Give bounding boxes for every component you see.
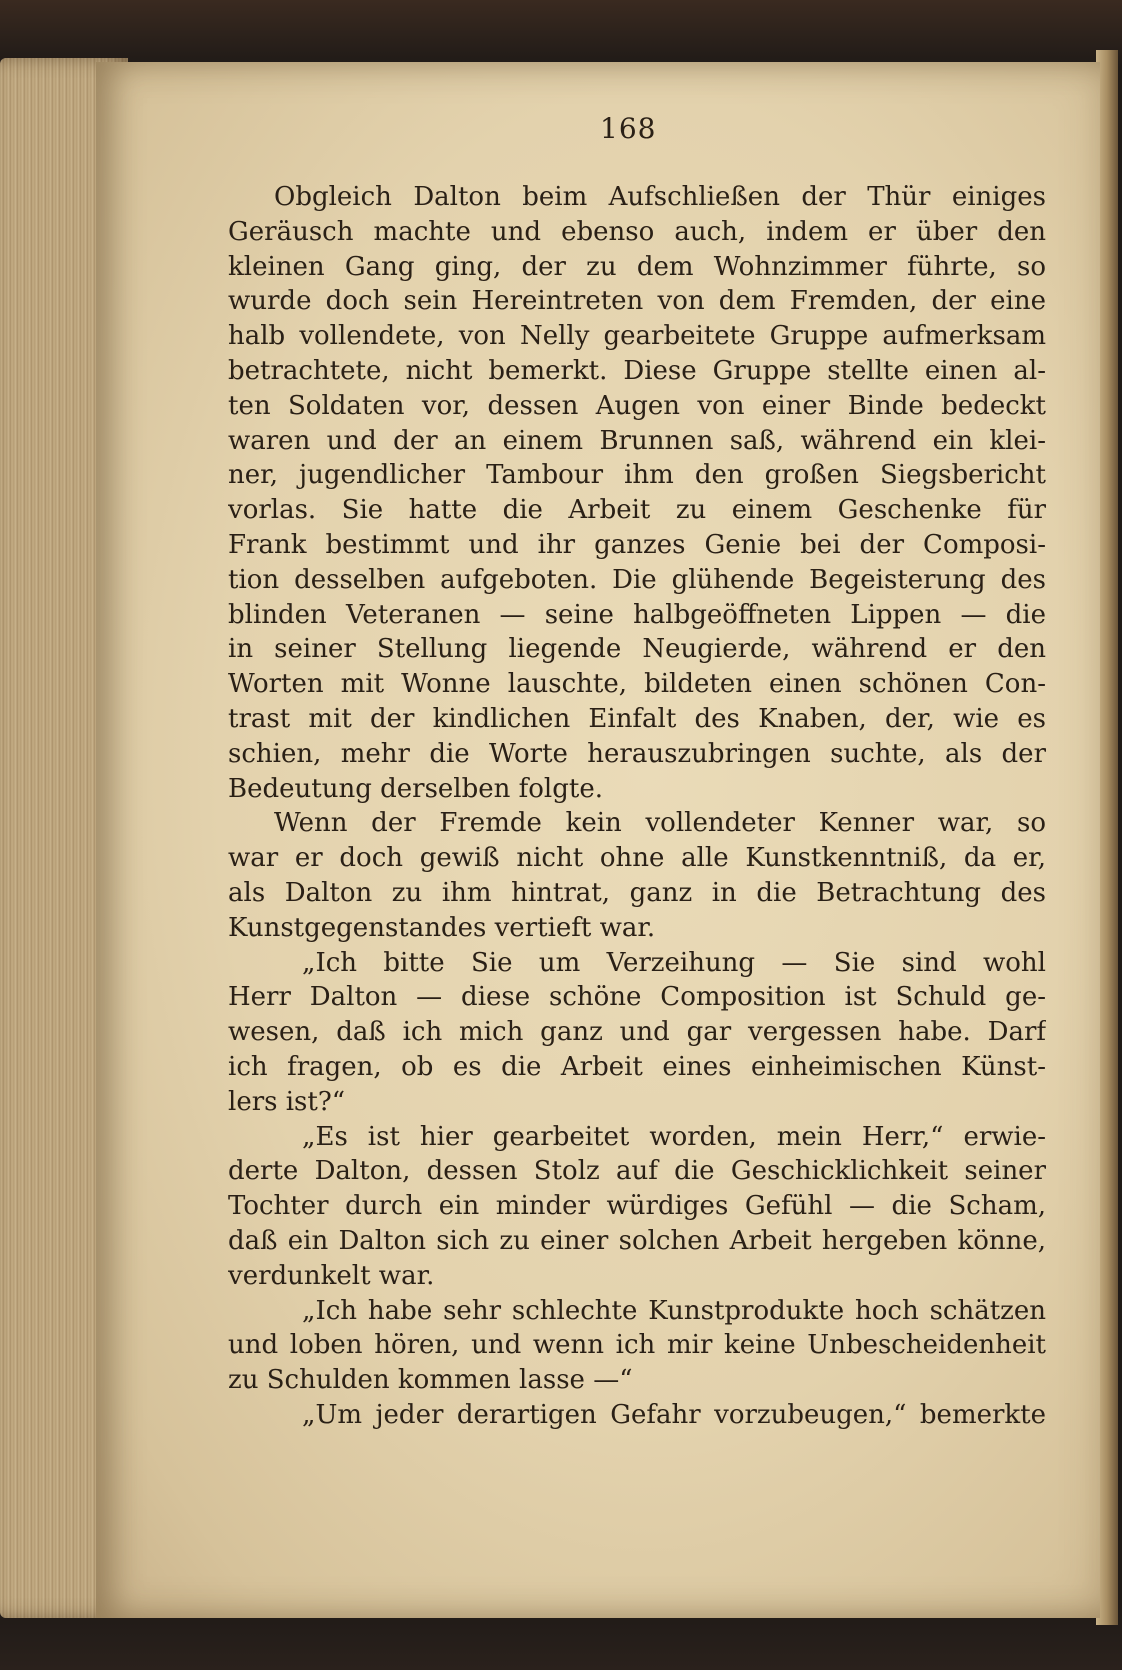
text-line: betrachtete, nicht bemerkt. Diese Gruppe stellte einen al- [228,355,1046,386]
text-line: lers ist?“ [228,1086,346,1117]
page-number: 168 [600,112,657,145]
text-line: tion desselben aufgeboten. Die glühende Begeisterung des [228,564,1046,595]
text-line: Obgleich Dalton beim Aufschließen der Thür einiges [274,182,1046,212]
text-line: Worten mit Wonne lauschte, bildeten einen schönen Con- [228,669,1046,700]
text-line: wesen, daß ich mich ganz und gar vergessen habe. Darf [228,1017,1046,1048]
text-line: als Dalton zu ihm hintrat, ganz in die Betrachtung des [228,877,1046,908]
text-line: trast mit der kindlichen Einfalt des Knaben, der, wie es [228,703,1046,734]
page-text [228,180,1046,1433]
text-line: ten Soldaten vor, dessen Augen von einer Binde bedeckt [228,390,1046,421]
text-line: ner, jugendlicher Tambour ihm den großen Siegsbericht [228,460,1046,491]
text-line: ich fragen, ob es die Arbeit eines einheimischen Künst- [228,1051,1046,1082]
text-line: Geräusch machte und ebenso auch, indem er über den [228,216,1046,247]
text-line: Herr Dalton — diese schöne Composition ist Schuld ge- [228,982,1046,1013]
text-line: und loben hören, und wenn ich mir keine Unbescheidenheit [228,1330,1046,1361]
text-line: halb vollendete, von Nelly gearbeitete Gruppe aufmerksam [228,321,1046,352]
text-line: „Um jeder derartigen Gefahr vorzubeugen,“ bemerkte [302,1399,1046,1430]
text-line: Wenn der Fremde kein vollendeter Kenner war, so [274,808,1046,839]
text-line: Tochter durch ein minder würdiges Gefühl — die Scham, [228,1191,1046,1222]
text-line: wurde doch sein Hereintreten von dem Fremden, der eine [228,286,1046,317]
text-line: war er doch gewiß nicht ohne alle Kunstkenntniß, da er, [228,843,1046,874]
text-line: verdunkelt war. [228,1260,435,1291]
text-line: Bedeutung derselben folgte. [228,773,603,804]
text-line: vorlas. Sie hatte die Arbeit zu einem Geschenke für [228,495,1046,526]
text-line: derte Dalton, dessen Stolz auf die Geschicklichkeit seiner [228,1156,1046,1187]
text-line: blinden Veteranen — seine halbgeöffneten Lippen — die [228,599,1046,630]
text-line: „Ich habe sehr schlechte Kunstprodukte hoch schätzen [302,1295,1046,1326]
text-line: Frank bestimmt und ihr ganzes Genie bei der Composi- [228,529,1046,560]
text-line: daß ein Dalton sich zu einer solchen Arbeit hergeben könne, [228,1225,1046,1256]
text-line: in seiner Stellung liegende Neugierde, während er den [228,634,1046,665]
text-line: „Es ist hier gearbeitet worden, mein Herr,“ erwie- [302,1121,1046,1152]
text-line: zu Schulden kommen lasse —“ [228,1365,633,1396]
text-line: kleinen Gang ging, der zu dem Wohnzimmer führte, so [228,251,1046,282]
text-line: schien, mehr die Worte herauszubringen suchte, als der [228,738,1046,769]
text-line: waren und der an einem Brunnen saß, während ein klei- [228,425,1046,456]
text-line: „Ich bitte Sie um Verzeihung — Sie sind wohl [302,947,1046,978]
text-line: Kunstgegenstandes vertieft war. [228,912,656,943]
